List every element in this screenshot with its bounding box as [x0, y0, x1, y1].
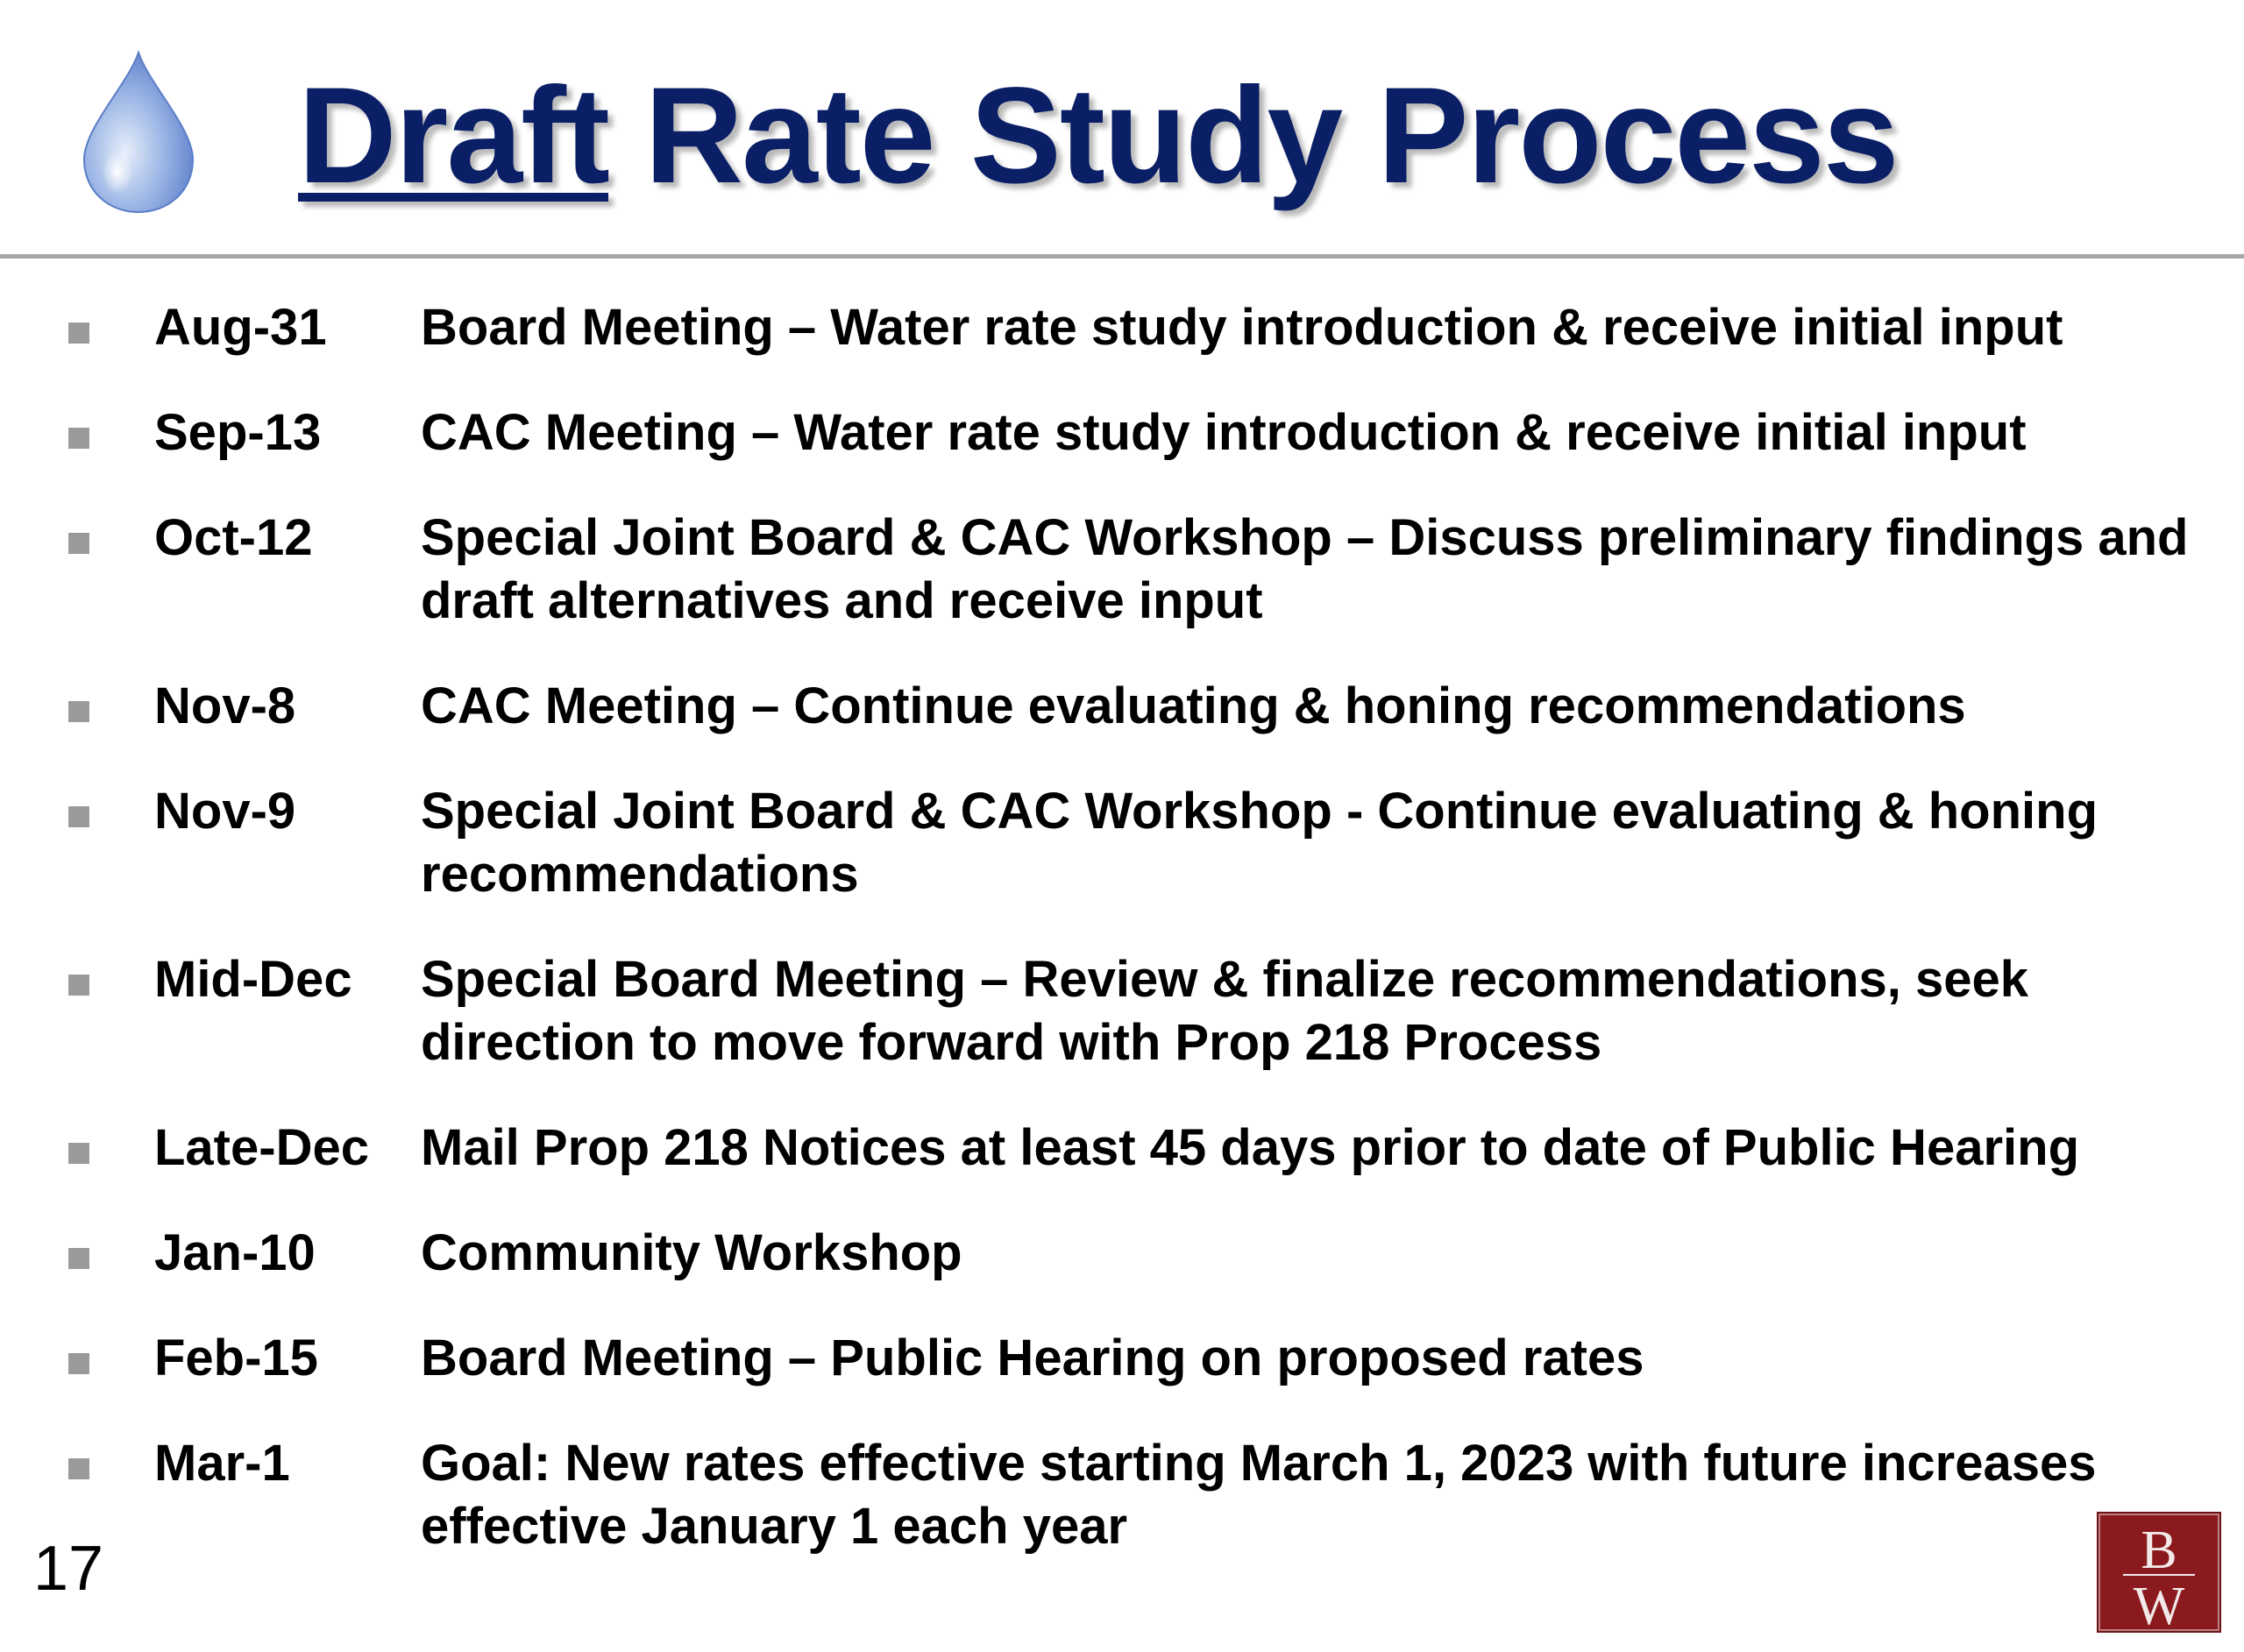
schedule-item — [0, 401, 2244, 464]
square-bullet-icon — [68, 1248, 89, 1269]
schedule-description: Special Joint Board & CAC Workshop – Discuss preliminary findings and draft alternatives and receive input — [421, 509, 2189, 629]
square-bullet-icon — [68, 428, 89, 449]
schedule-description: CAC Meeting – Continue evaluating & honing recommendations — [421, 677, 1966, 734]
schedule-date: Nov-9 — [154, 783, 296, 840]
slide-title-rest: Rate Study Process — [608, 60, 1898, 212]
schedule-description: Mail Prop 218 Notices at least 45 days prior to date of Public Hearing — [421, 1119, 2079, 1176]
schedule-description: Board Meeting – Public Hearing on proposed rates — [421, 1329, 1644, 1386]
schedule-list — [0, 296, 2244, 1600]
schedule-date: Mid-Dec — [154, 951, 352, 1008]
square-bullet-icon — [68, 1143, 89, 1164]
bw-logo — [2097, 1512, 2221, 1633]
water-drop-icon — [77, 49, 200, 216]
title-divider — [0, 254, 2244, 259]
schedule-description: CAC Meeting – Water rate study introduction & receive initial input — [421, 404, 2027, 461]
schedule-description: Community Workshop — [421, 1224, 962, 1281]
schedule-item — [0, 675, 2244, 738]
schedule-item — [0, 1222, 2244, 1285]
schedule-description: Special Board Meeting – Review & finalize recommendations, seek direction to move forward with Prop 218 Process — [421, 951, 2029, 1071]
schedule-date: Jan-10 — [154, 1224, 316, 1281]
slide-title — [298, 53, 1898, 219]
page-number: 17 — [33, 1534, 104, 1604]
schedule-description: Goal: New rates effective starting March 1, 2023 with future increases effective January 1 each year — [421, 1435, 2097, 1555]
slide-title-first-word: Draft — [298, 60, 609, 212]
schedule-date: Aug-31 — [154, 299, 327, 356]
square-bullet-icon — [68, 806, 89, 827]
square-bullet-icon — [68, 1353, 89, 1374]
schedule-date: Feb-15 — [154, 1329, 318, 1386]
schedule-date: Nov-8 — [154, 677, 296, 734]
schedule-date: Mar-1 — [154, 1435, 290, 1492]
schedule-item — [0, 1432, 2244, 1558]
square-bullet-icon — [68, 323, 89, 344]
schedule-item — [0, 296, 2244, 359]
square-bullet-icon — [68, 533, 89, 554]
square-bullet-icon — [68, 701, 89, 722]
schedule-item — [0, 948, 2244, 1074]
logo-letter-w: W — [2133, 1577, 2185, 1633]
schedule-item — [0, 1327, 2244, 1390]
logo-letter-b: B — [2141, 1521, 2177, 1580]
schedule-date: Late-Dec — [154, 1119, 369, 1176]
schedule-description: Special Joint Board & CAC Workshop - Continue evaluating & honing recommendations — [421, 783, 2098, 903]
schedule-item — [0, 780, 2244, 906]
schedule-item — [0, 1117, 2244, 1180]
schedule-date: Oct-12 — [154, 509, 313, 566]
schedule-item — [0, 507, 2244, 633]
square-bullet-icon — [68, 975, 89, 996]
square-bullet-icon — [68, 1458, 89, 1479]
schedule-description: Board Meeting – Water rate study introduction & receive initial input — [421, 299, 2063, 356]
schedule-date: Sep-13 — [154, 404, 322, 461]
